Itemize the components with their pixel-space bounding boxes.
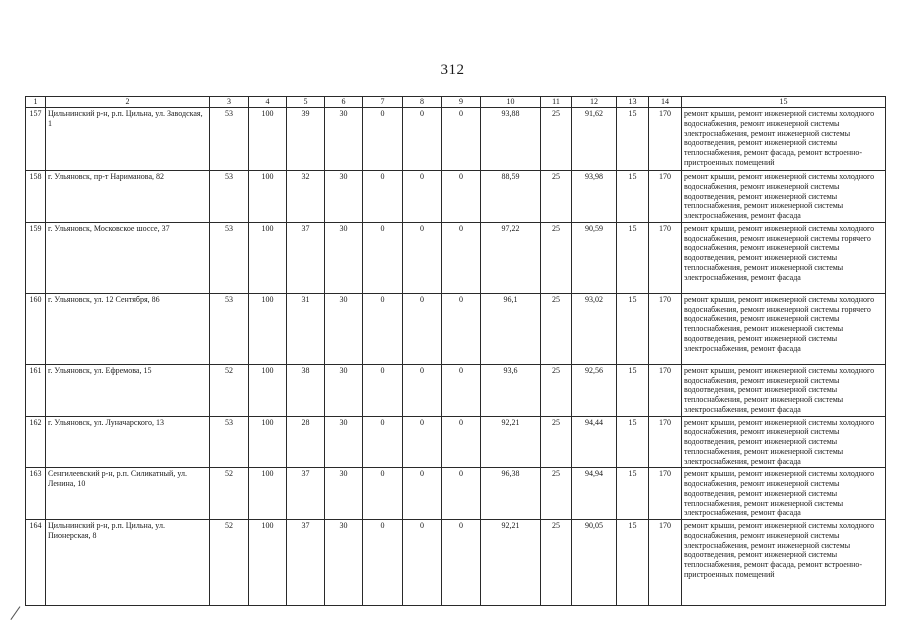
row-number-cell: 158: [26, 171, 46, 223]
row-number-cell: 159: [26, 222, 46, 293]
table-cell: 170: [649, 293, 682, 364]
column-header: 8: [403, 97, 442, 108]
table-cell: 25: [541, 468, 572, 520]
table-cell: 0: [403, 171, 442, 223]
table-cell: 100: [249, 364, 287, 416]
table-cell: 52: [210, 364, 249, 416]
table-cell: 92,21: [481, 520, 541, 606]
address-cell: г. Ульяновск, ул. Луначарского, 13: [46, 416, 210, 468]
table-cell: 32: [287, 171, 325, 223]
table-cell: 170: [649, 416, 682, 468]
column-header: 4: [249, 97, 287, 108]
scan-artifact: [10, 606, 28, 625]
table-cell: 0: [363, 416, 403, 468]
table-cell: 93,02: [572, 293, 617, 364]
table-cell: 170: [649, 222, 682, 293]
table-cell: 0: [442, 171, 481, 223]
table-cell: 30: [325, 520, 363, 606]
table-row: [26, 171, 886, 223]
table-cell: 30: [325, 416, 363, 468]
row-number-cell: 157: [26, 108, 46, 171]
address-cell: Сенгилеевский р-н, р.п. Силикатный, ул. Ленина, 10: [46, 468, 210, 520]
table-cell: 25: [541, 171, 572, 223]
table-cell: 0: [442, 108, 481, 171]
table-cell: 25: [541, 108, 572, 171]
table-cell: 94,44: [572, 416, 617, 468]
table-cell: 0: [363, 171, 403, 223]
row-number-cell: 163: [26, 468, 46, 520]
table-cell: 100: [249, 293, 287, 364]
table-cell: 100: [249, 468, 287, 520]
row-number-cell: 164: [26, 520, 46, 606]
column-header: 7: [363, 97, 403, 108]
table-cell: 0: [442, 293, 481, 364]
table-cell: 53: [210, 222, 249, 293]
table-cell: 0: [442, 364, 481, 416]
table-cell: 170: [649, 520, 682, 606]
table-cell: 170: [649, 364, 682, 416]
table-cell: 53: [210, 416, 249, 468]
table-cell: 15: [617, 293, 649, 364]
table-cell: 92,21: [481, 416, 541, 468]
table-cell: 30: [325, 222, 363, 293]
table-cell: 97,22: [481, 222, 541, 293]
table-cell: 100: [249, 520, 287, 606]
column-header: 15: [682, 97, 886, 108]
table-cell: 30: [325, 108, 363, 171]
table-cell: 0: [442, 416, 481, 468]
table-cell: 15: [617, 364, 649, 416]
table-row: [26, 222, 886, 293]
table-row: [26, 468, 886, 520]
table-cell: 30: [325, 468, 363, 520]
table-cell: 15: [617, 416, 649, 468]
table-cell: 15: [617, 171, 649, 223]
table-cell: 96,38: [481, 468, 541, 520]
page-number: 312: [440, 62, 465, 78]
column-header: 6: [325, 97, 363, 108]
table-cell: 170: [649, 108, 682, 171]
table-cell: 52: [210, 468, 249, 520]
table-cell: 30: [325, 293, 363, 364]
table-cell: 100: [249, 222, 287, 293]
table-cell: 0: [403, 468, 442, 520]
table-cell: 100: [249, 416, 287, 468]
table-header-row: [26, 97, 886, 108]
table-cell: 0: [403, 222, 442, 293]
table-row: [26, 108, 886, 171]
work-types-cell: ремонт крыши, ремонт инженерной системы холодного водоснабжения, ремонт инженерной системы водоотведения, ремонт инженерной системы теплоснабжения, ремонт инженерной системы электроснабжения, ремонт фасада: [682, 468, 886, 520]
table-cell: 30: [325, 364, 363, 416]
table-cell: 0: [363, 364, 403, 416]
table-cell: 0: [403, 364, 442, 416]
table-cell: 96,1: [481, 293, 541, 364]
table-cell: 15: [617, 222, 649, 293]
table-cell: 93,88: [481, 108, 541, 171]
table-cell: 15: [617, 468, 649, 520]
column-header: 1: [26, 97, 46, 108]
table-cell: 52: [210, 520, 249, 606]
column-header: 9: [442, 97, 481, 108]
column-header: 2: [46, 97, 210, 108]
column-header: 3: [210, 97, 249, 108]
work-types-cell: ремонт крыши, ремонт инженерной системы холодного водоснабжения, ремонт инженерной системы водоотведения, ремонт инженерной системы теплоснабжения, ремонт инженерной системы электроснабжения, ремонт фасада: [682, 416, 886, 468]
table-cell: 15: [617, 108, 649, 171]
address-cell: г. Ульяновск, ул. Ефремова, 15: [46, 364, 210, 416]
work-types-cell: ремонт крыши, ремонт инженерной системы холодного водоснабжения, ремонт инженерной системы горячего водоснабжения, ремонт инженерной системы водоотведения, ремонт инженерной системы теплоснабжения, ремонт инженерной системы электроснабжения, ремонт фасада: [682, 222, 886, 293]
table-cell: 100: [249, 171, 287, 223]
column-header: 13: [617, 97, 649, 108]
table-cell: 25: [541, 293, 572, 364]
table-cell: 90,05: [572, 520, 617, 606]
table-cell: 0: [403, 108, 442, 171]
table-cell: 37: [287, 468, 325, 520]
table-cell: 170: [649, 468, 682, 520]
table-cell: 38: [287, 364, 325, 416]
table-cell: 37: [287, 520, 325, 606]
column-header: 12: [572, 97, 617, 108]
column-header: 10: [481, 97, 541, 108]
table-cell: 0: [403, 293, 442, 364]
table-cell: 0: [363, 222, 403, 293]
table-cell: 91,62: [572, 108, 617, 171]
table-row: [26, 293, 886, 364]
table-cell: 88,59: [481, 171, 541, 223]
table-cell: 92,56: [572, 364, 617, 416]
address-cell: Цильнинский р-н, р.п. Цильна, ул. Пионерская, 8: [46, 520, 210, 606]
table-cell: 28: [287, 416, 325, 468]
repair-register-table: [25, 96, 886, 606]
table-cell: 90,59: [572, 222, 617, 293]
table-cell: 0: [363, 108, 403, 171]
table-cell: 53: [210, 171, 249, 223]
table-cell: 0: [442, 520, 481, 606]
table-cell: 100: [249, 108, 287, 171]
table-cell: 94,94: [572, 468, 617, 520]
row-number-cell: 161: [26, 364, 46, 416]
work-types-cell: ремонт крыши, ремонт инженерной системы холодного водоснабжения, ремонт инженерной системы водоотведения, ремонт инженерной системы теплоснабжения, ремонт инженерной системы электроснабжения, ремонт фасада: [682, 364, 886, 416]
row-number-cell: 162: [26, 416, 46, 468]
table-cell: 0: [403, 416, 442, 468]
table-body: [26, 97, 886, 606]
column-header: 11: [541, 97, 572, 108]
work-types-cell: ремонт крыши, ремонт инженерной системы холодного водоснабжения, ремонт инженерной системы электроснабжения, ремонт инженерной системы водоотведения, ремонт инженерной системы теплоснабжения, ремонт фасада, ремонт встроенно-пристроенных помещений: [682, 520, 886, 606]
table-cell: 37: [287, 222, 325, 293]
column-header: 14: [649, 97, 682, 108]
address-cell: Цильнинский р-н, р.п. Цильна, ул. Заводская, 1: [46, 108, 210, 171]
table-cell: 31: [287, 293, 325, 364]
table-cell: 53: [210, 108, 249, 171]
table-cell: 93,6: [481, 364, 541, 416]
table-cell: 25: [541, 416, 572, 468]
table-cell: 15: [617, 520, 649, 606]
table-cell: 25: [541, 364, 572, 416]
table-cell: 0: [363, 520, 403, 606]
work-types-cell: ремонт крыши, ремонт инженерной системы холодного водоснабжения, ремонт инженерной системы водоотведения, ремонт инженерной системы теплоснабжения, ремонт инженерной системы электроснабжения, ремонт фасада: [682, 171, 886, 223]
table-cell: 39: [287, 108, 325, 171]
address-cell: г. Ульяновск, ул. 12 Сентября, 86: [46, 293, 210, 364]
table-cell: 30: [325, 171, 363, 223]
table-cell: 53: [210, 293, 249, 364]
table-row: [26, 364, 886, 416]
table-cell: 0: [442, 222, 481, 293]
work-types-cell: ремонт крыши, ремонт инженерной системы холодного водоснабжения, ремонт инженерной системы электроснабжения, ремонт инженерной системы водоотведения, ремонт инженерной системы теплоснабжения, ремонт фасада, ремонт встроенно-пристроенных помещений: [682, 108, 886, 171]
table-cell: 0: [403, 520, 442, 606]
table-row: [26, 416, 886, 468]
row-number-cell: 160: [26, 293, 46, 364]
table-cell: 0: [363, 293, 403, 364]
address-cell: г. Ульяновск, Московское шоссе, 37: [46, 222, 210, 293]
work-types-cell: ремонт крыши, ремонт инженерной системы холодного водоснабжения, ремонт инженерной системы горячего водоснабжения, ремонт инженерной системы теплоснабжения, ремонт инженерной системы водоотведения, ремонт инженерной системы электроснабжения, ремонт фасада: [682, 293, 886, 364]
column-header: 5: [287, 97, 325, 108]
table-cell: 25: [541, 520, 572, 606]
table-cell: 0: [363, 468, 403, 520]
table-row: [26, 520, 886, 606]
table-cell: 170: [649, 171, 682, 223]
address-cell: г. Ульяновск, пр-т Нариманова, 82: [46, 171, 210, 223]
table-cell: 0: [442, 468, 481, 520]
table-cell: 25: [541, 222, 572, 293]
table-cell: 93,98: [572, 171, 617, 223]
